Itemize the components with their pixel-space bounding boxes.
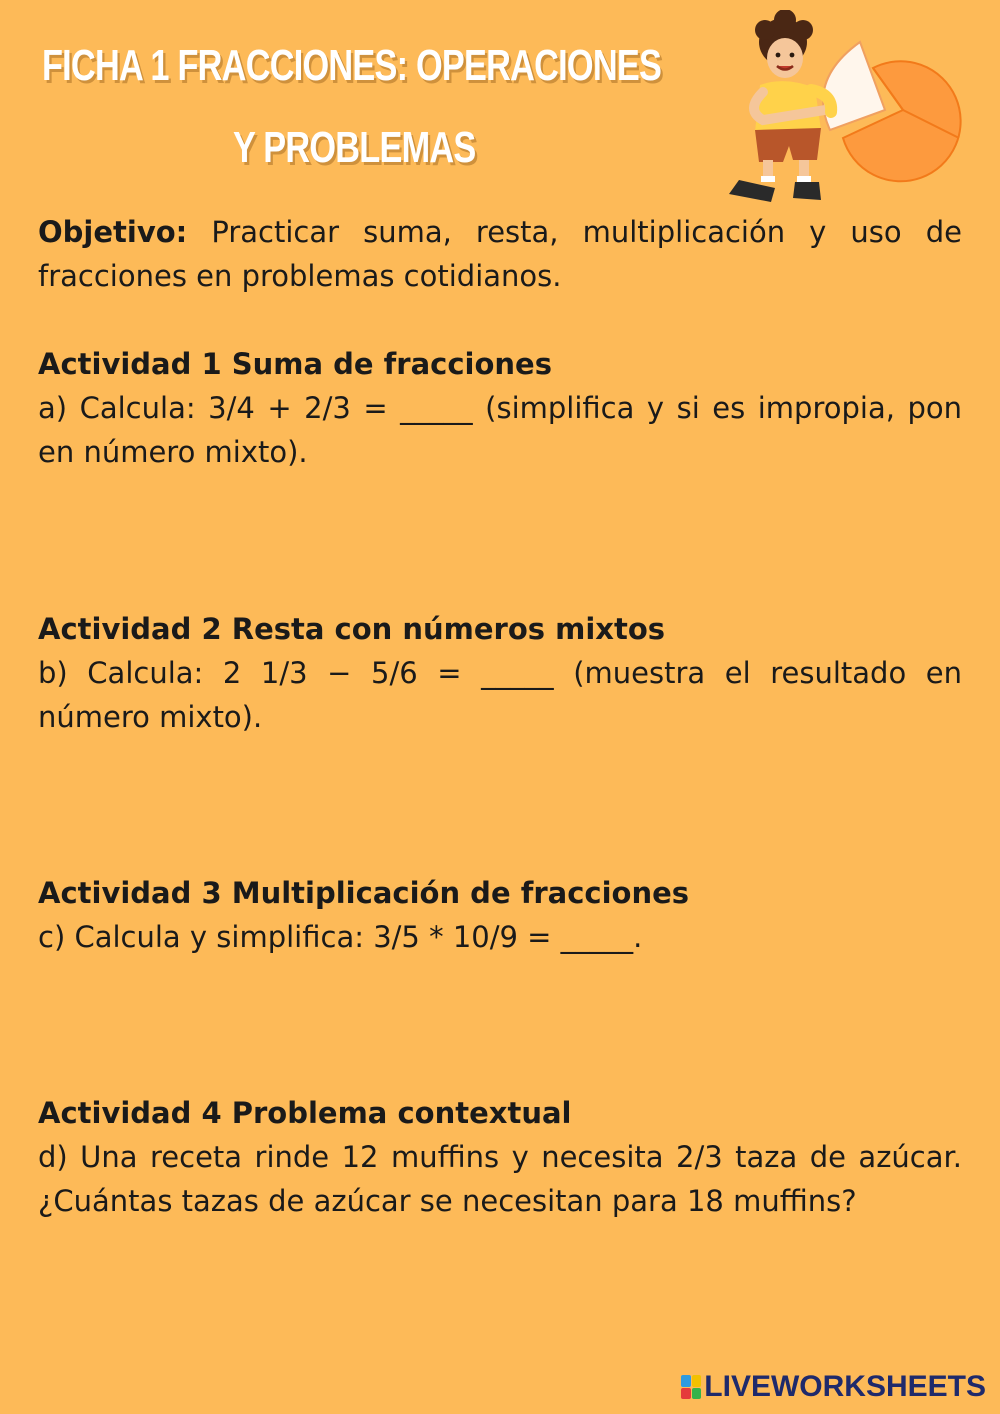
logo-block-1 xyxy=(681,1375,691,1387)
page-title-line-2: Y PROBLEMAS xyxy=(233,123,476,172)
page-title-line-1: FICHA 1 FRACCIONES: OPERACIONES xyxy=(42,41,662,90)
activity-4 xyxy=(38,1091,962,1223)
activity-4-text: d) Una receta rinde 12 muffins y necesita 2/3 taza de azúcar. ¿Cuántas tazas de azúcar se necesitan para 18 muffins? xyxy=(38,1140,962,1218)
activity-4-heading: Actividad 4 Problema contextual xyxy=(38,1096,572,1130)
activity-1-text: a) Calcula: 3/4 + 2/3 = _____ (simplifica y si es impropia, pon en número mixto). xyxy=(38,391,962,469)
logo-block-2 xyxy=(692,1375,702,1387)
objective-label: Objetivo: xyxy=(38,215,188,249)
liveworksheets-brand-text: LIVEWORKSHEETS xyxy=(704,1370,986,1403)
activity-3-text: c) Calcula y simplifica: 3/5 * 10/9 = _____. xyxy=(38,920,643,954)
activity-2 xyxy=(38,607,962,739)
objective-text: Practicar suma, resta, multiplicación y uso de fracciones en problemas cotidianos. xyxy=(38,215,962,293)
activity-2-heading: Actividad 2 Resta con números mixtos xyxy=(38,612,666,646)
activity-1-heading: Actividad 1 Suma de fracciones xyxy=(38,347,552,381)
activity-2-text: b) Calcula: 2 1/3 − 5/6 = _____ (muestra el resultado en número mixto). xyxy=(38,656,962,734)
activity-3 xyxy=(38,871,962,959)
liveworksheets-logo-icon xyxy=(681,1375,701,1399)
activity-1 xyxy=(38,342,962,474)
boy-icon xyxy=(729,10,831,202)
boy-holding-pie-slice-icon xyxy=(715,10,975,210)
activity-3-heading: Actividad 3 Multiplicación de fracciones xyxy=(38,876,690,910)
logo-block-4 xyxy=(692,1388,702,1400)
logo-block-3 xyxy=(681,1388,691,1400)
liveworksheets-brand[interactable] xyxy=(681,1370,986,1404)
objective-paragraph xyxy=(38,210,962,298)
